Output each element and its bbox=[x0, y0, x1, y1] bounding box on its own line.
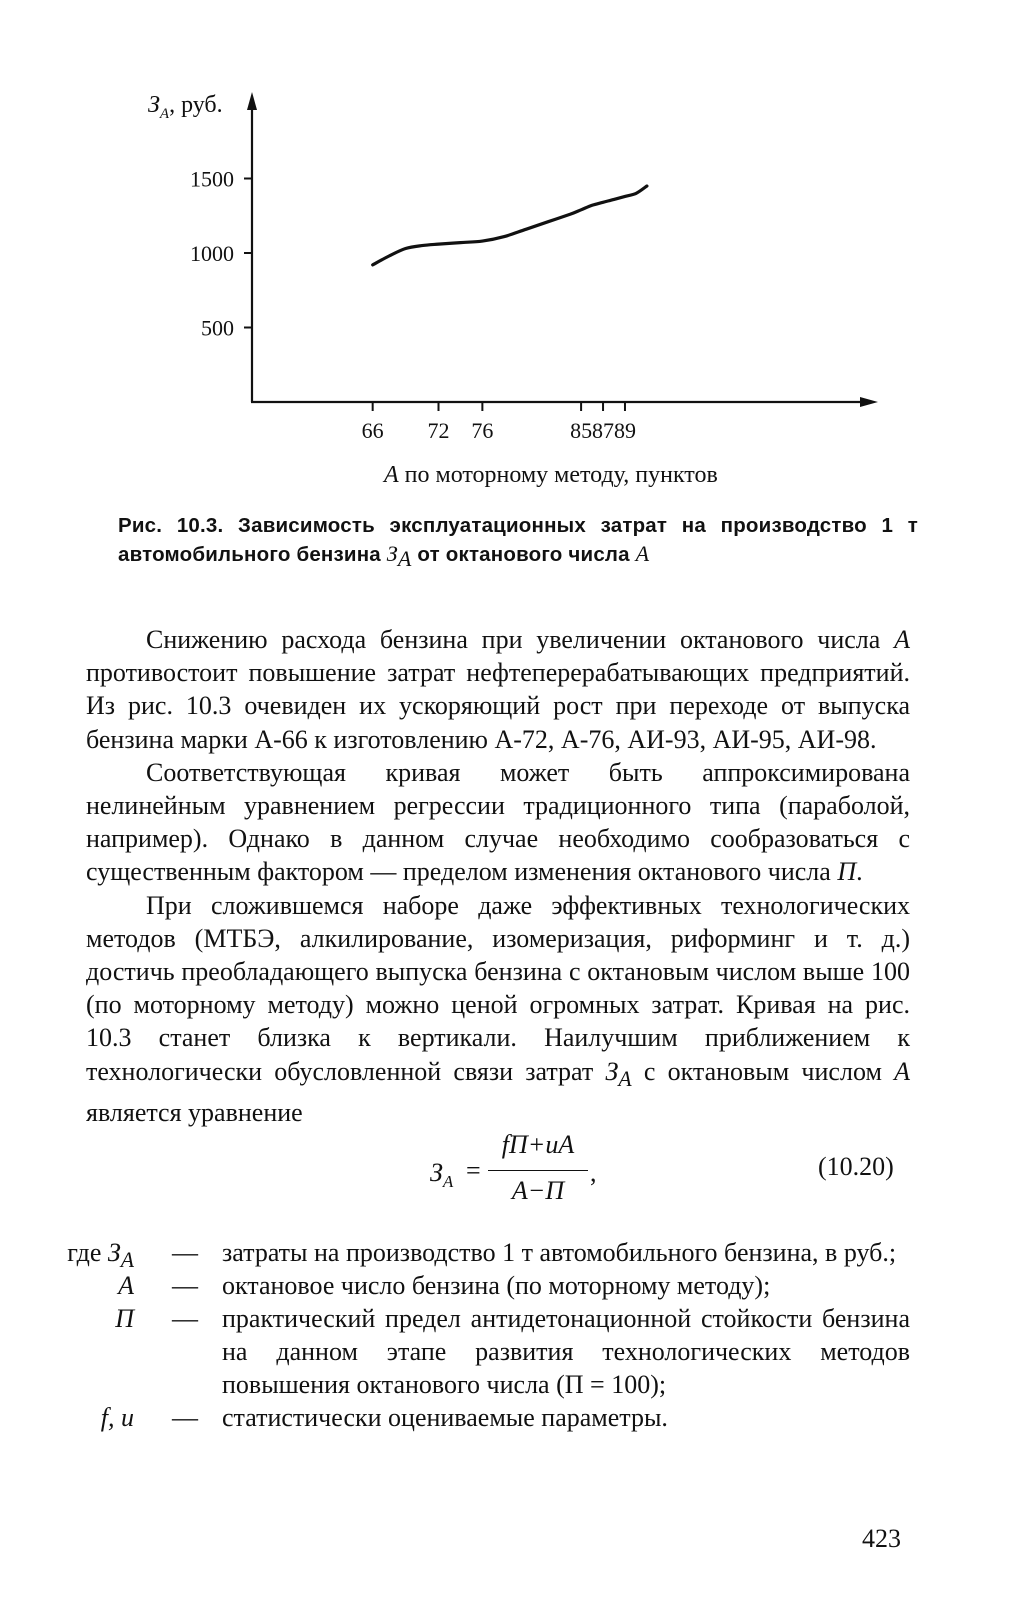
definition-row bbox=[0, 1236, 1014, 1273]
definition-text: практический предел антидетонационной стойкости бензина на данном этапе развития технологических методов повышения октанового числа (П = 100); bbox=[222, 1304, 910, 1399]
definition-text: статистически оцениваемые параметры. bbox=[222, 1403, 668, 1432]
formula bbox=[430, 1130, 750, 1220]
caption-lead: Рис. 10.3. Зависимость эксплуатационных затрат на производство 1 т автомобильного бензина bbox=[118, 514, 918, 566]
y-tick-label-1000: 1000 bbox=[190, 241, 234, 266]
x-axis-arrow bbox=[860, 397, 878, 407]
x-axis-label-symbol: А bbox=[384, 462, 399, 488]
definition-row bbox=[0, 1269, 1014, 1302]
x-tick-label-89: 89 bbox=[613, 418, 636, 443]
x-tick-label-76: 76 bbox=[471, 418, 494, 443]
x-tick-label-72: 72 bbox=[427, 418, 450, 443]
body-text bbox=[86, 623, 910, 1129]
x-tick-label-66: 66 bbox=[361, 418, 384, 443]
y-tick-label-1500: 1500 bbox=[190, 166, 234, 192]
caption-symbol: З bbox=[386, 541, 398, 566]
formula-denominator: A−П bbox=[511, 1176, 565, 1205]
definition-text: затраты на производство 1 т автомобильного бензина, в руб.; bbox=[222, 1238, 897, 1267]
series-layer bbox=[373, 186, 647, 265]
x-tick-label-87: 87 bbox=[592, 418, 615, 443]
definitions bbox=[0, 1236, 1014, 1434]
y-axis-label-unit: , руб. bbox=[169, 92, 223, 118]
definition-symbol: А bbox=[118, 1271, 134, 1300]
x-axis-label bbox=[382, 462, 718, 488]
definition-dash: — bbox=[172, 1238, 198, 1267]
y-axis-label-symbol: З bbox=[148, 92, 160, 118]
caption-subscript: А bbox=[397, 546, 412, 572]
definition-dash: — bbox=[172, 1304, 198, 1333]
caption-symbol-a: А bbox=[635, 541, 650, 566]
page-number: 423 bbox=[862, 1524, 901, 1553]
formula-lhs: $З_А$ bbox=[430, 1158, 454, 1192]
fraction-bar bbox=[488, 1170, 588, 1171]
y-axis-label bbox=[148, 92, 223, 122]
y-tick-label-500: 500 bbox=[201, 315, 234, 341]
formula-comma: , bbox=[590, 1158, 597, 1187]
definition-row bbox=[0, 1401, 1014, 1434]
paragraph-1: Снижению расхода бензина при увеличении октанового числа А противостоит повышение затрат нефтеперерабатывающих предприятий. Из рис. 10.3 очевиден их ускоряющий рост при переходе от выпуска бензина марки А-66 к изготовлению А-72, А-76, АИ-93, АИ-95, АИ-98. bbox=[86, 625, 910, 754]
paragraph-2: Соответствующая кривая может быть аппроксимирована нелинейным уравнением регрессии традиционного типа (параболой, например). Однако в данном случае необходимо сообразоваться с существенным фактором — пределом изменения октанового числа П. bbox=[86, 757, 910, 887]
chart bbox=[0, 0, 1014, 500]
formula-numerator: fП+uA bbox=[501, 1130, 575, 1159]
definition-symbol: П bbox=[115, 1304, 134, 1333]
x-ticks bbox=[362, 402, 636, 443]
formula-equals: = bbox=[466, 1156, 481, 1185]
definition-text: октановое число бензина (по моторному методу); bbox=[222, 1271, 771, 1300]
caption-mid: от октанового числа bbox=[411, 543, 636, 566]
x-tick-label-85: 85 bbox=[570, 418, 593, 443]
definition-row bbox=[0, 1302, 1014, 1401]
y-axis-arrow bbox=[247, 92, 257, 110]
definition-symbol: где $З_А$ bbox=[67, 1238, 134, 1273]
equation-number: (10.20) bbox=[818, 1152, 894, 1181]
definition-symbol: f, u bbox=[100, 1403, 134, 1432]
paragraph-3: При сложившемся наборе даже эффективных технологических методов (МТБЭ, алкилирование, изомеризация, риформинг и т. д.) достичь преобладающего выпуска бензина с октановым числом выше 100 (по моторному методу) можно ценой огромных затрат. Кривая на рис. 10.3 станет близка к вертикали. Наилучшим приближением к технологически обусловленной связи затрат $З_А$ с октановым числом А является уравнение bbox=[86, 890, 911, 1128]
definition-dash: — bbox=[172, 1271, 198, 1300]
y-axis-label-subscript: А bbox=[159, 106, 170, 122]
series-line-0 bbox=[373, 186, 647, 265]
y-ticks bbox=[190, 167, 252, 341]
figure-caption bbox=[118, 512, 918, 575]
definition-dash: — bbox=[172, 1403, 198, 1432]
x-axis-label-rest: по моторному методу, пунктов bbox=[398, 462, 718, 488]
